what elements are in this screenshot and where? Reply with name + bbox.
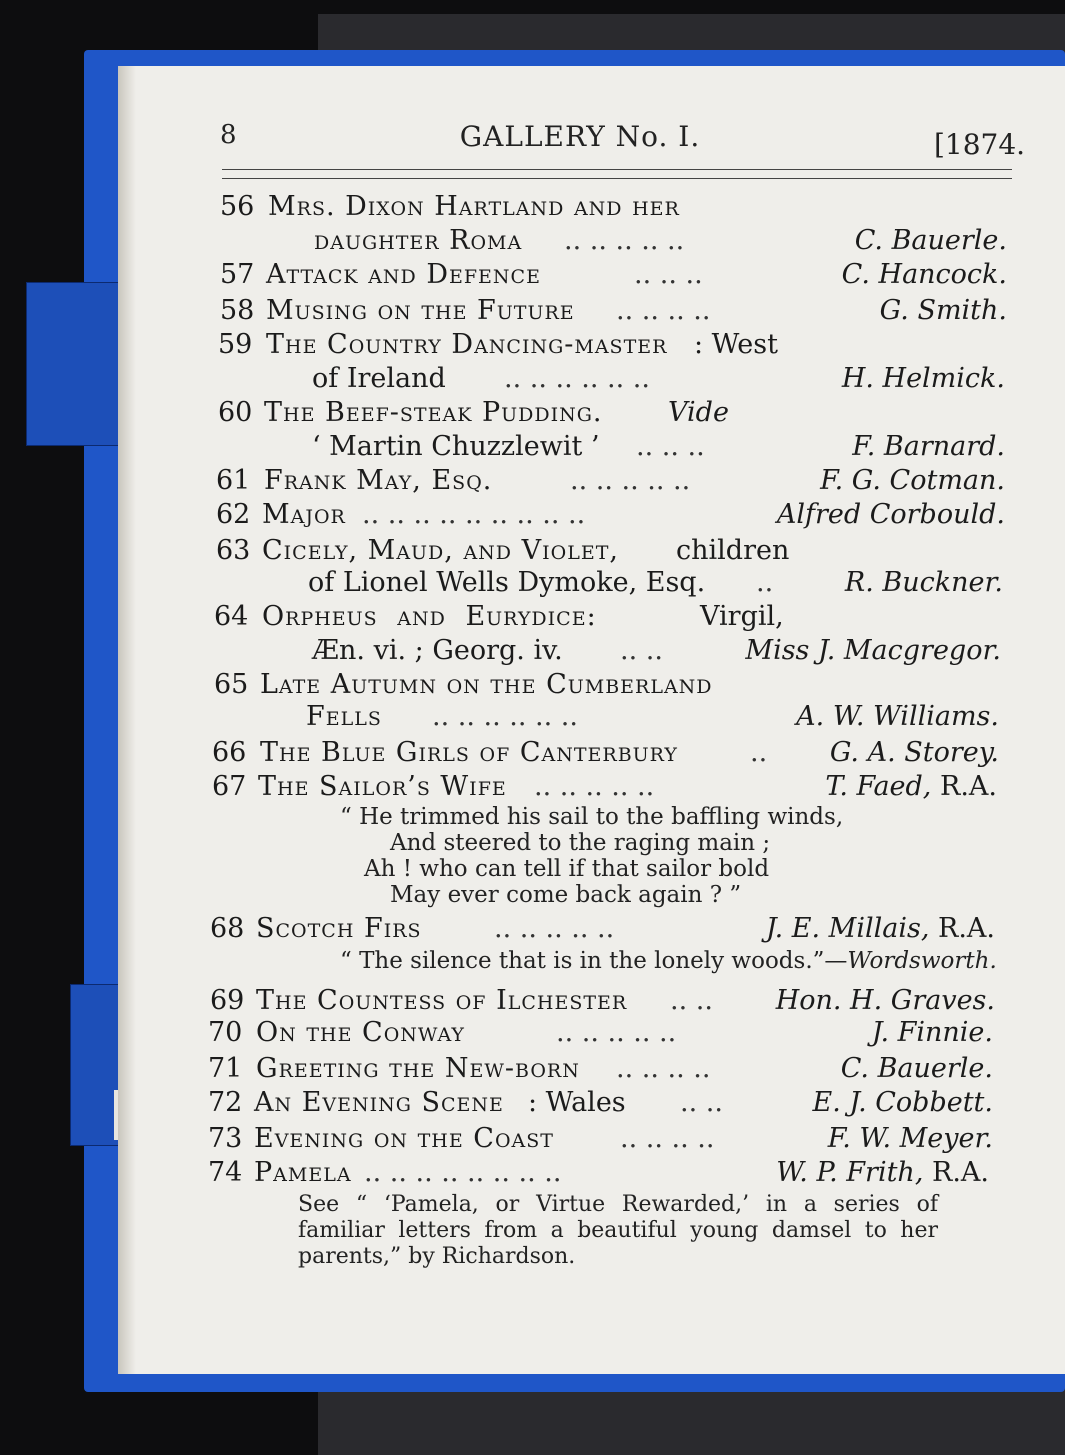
leader-dots: .. .. .. ..: [616, 1053, 711, 1084]
entry-title: An Evening Scene: [254, 1087, 504, 1118]
catalogue-entry: [0, 1052, 1065, 1086]
catalogue-entry: [0, 190, 1065, 224]
entry-number: 72: [208, 1087, 243, 1118]
entry-artist: F. G. Cotman.: [820, 465, 1005, 496]
leader-dots: ..: [750, 737, 768, 768]
entry-artist: G. Smith.: [879, 295, 1007, 326]
header-rule-double: [222, 178, 1012, 179]
entry-title: Attack and Defence: [266, 259, 541, 290]
catalogue-entry: [0, 258, 1065, 292]
entry-artist: W. P. Frith,: [776, 1157, 924, 1188]
catalogue-entry: [0, 294, 1065, 328]
leader-dots: .. .. .. .. ..: [570, 465, 691, 496]
entry-title: Orpheus and Eurydice:: [262, 601, 597, 632]
quotation: [340, 948, 997, 974]
entry-number: 59: [218, 329, 253, 360]
catalogue-entry: [0, 600, 1065, 634]
entry-title-continued: of Ireland: [312, 363, 446, 394]
entry-number: 66: [212, 737, 247, 768]
entry-number: 62: [216, 499, 251, 530]
entry-title: Frank May, Esq.: [264, 465, 493, 496]
entry-number: 67: [212, 771, 247, 802]
leader-dots: .. ..: [680, 1087, 723, 1118]
entry-title-plain: children: [676, 535, 790, 566]
entry-artist: G. A. Storey.: [829, 737, 999, 768]
leader-dots: .. .. ..: [634, 259, 703, 290]
entry-number: 57: [220, 259, 255, 290]
entry-title: The Country Dancing-master: [266, 329, 668, 360]
catalogue-entry: [0, 464, 1065, 498]
entry-number: 69: [210, 985, 245, 1016]
entry-number: 73: [208, 1123, 243, 1154]
entry-title: Mrs. Dixon Hartland and her: [268, 191, 680, 222]
leader-dots: .. .. ..: [636, 431, 705, 462]
entry-number: 60: [218, 397, 253, 428]
leader-dots: ..: [756, 567, 774, 598]
entry-title: Late Autumn on the Cumberland: [260, 669, 713, 700]
entry-title-plain: : West: [694, 329, 778, 360]
entry-title: Greeting the New-born: [256, 1053, 580, 1084]
catalogue-entry-continued: [0, 224, 1065, 258]
entry-artist: Alfred Corbould.: [776, 499, 1005, 530]
entry-title-continued: of Lionel Wells Dymoke, Esq.: [308, 567, 706, 598]
entry-number: 56: [220, 191, 255, 222]
entry-number: 64: [214, 601, 249, 632]
entry-number: 58: [220, 295, 255, 326]
catalogue-entry: [0, 1156, 1065, 1190]
entry-artist: H. Helmick.: [841, 363, 1005, 394]
entry-suffix: R.A.: [938, 913, 995, 944]
entry-artist: A. W. Williams.: [796, 701, 999, 732]
verse-line: Ah ! who can tell if that sailor bold: [364, 856, 770, 882]
entry-number: 61: [216, 465, 251, 496]
entry-title-continued: Æn. vi. ; Georg. iv.: [312, 635, 563, 666]
entry-artist: R. Buckner.: [844, 567, 1003, 598]
entry-title-continued: Fells: [306, 701, 382, 732]
catalogue-entry: [0, 770, 1065, 804]
quotation-text: “ The silence that is in the lonely woods.”—: [340, 948, 848, 974]
entry-number: 65: [214, 669, 249, 700]
entry-title-continued: daughter Roma: [314, 225, 523, 256]
verse-line: And steered to the raging main ;: [390, 830, 771, 856]
catalogue-entry: [0, 912, 1065, 946]
leader-dots: .. .. .. .. .. ..: [432, 701, 578, 732]
entry-suffix: R.A.: [932, 1157, 989, 1188]
catalogue-entry: [0, 534, 1065, 568]
entry-artist: T. Faed,: [825, 771, 932, 802]
entry-title: The Sailor’s Wife: [258, 771, 507, 802]
entry-title-italic: Vide: [668, 397, 729, 428]
catalogue-entry: [0, 328, 1065, 362]
catalogue-entry: [0, 1016, 1065, 1050]
leader-dots: .. .. .. .. .. .. .. ..: [364, 1157, 562, 1188]
entry-artist: J. E. Millais,: [765, 913, 930, 944]
catalogue-entry: [0, 1122, 1065, 1156]
leader-dots: .. .. .. .. ..: [556, 1017, 677, 1048]
page-year: [1874.: [934, 128, 1026, 161]
entry-title: The Beef-steak Pudding.: [264, 397, 603, 428]
entry-title: Musing on the Future: [266, 295, 575, 326]
entry-artist: C. Bauerle.: [840, 1053, 993, 1084]
catalogue-entry: [0, 396, 1065, 430]
entry-title-plain: Virgil,: [700, 601, 784, 632]
entry-title: Cicely, Maud, and Violet,: [262, 535, 619, 566]
entry-number: 70: [208, 1017, 243, 1048]
entry-number: 63: [216, 535, 251, 566]
running-head: [0, 120, 1065, 160]
quotation-author: Wordsworth.: [847, 948, 997, 974]
catalogue-entry-continued: [0, 634, 1065, 668]
catalogue-entry-continued: [0, 362, 1065, 396]
entry-suffix: R.A.: [940, 771, 997, 802]
leader-dots: .. .. .. .. ..: [494, 913, 615, 944]
entry-title: The Countess of Ilchester: [256, 985, 628, 1016]
catalogue-entry: [0, 498, 1065, 532]
entry-title: The Blue Girls of Canterbury: [260, 737, 678, 768]
entry-number: 68: [210, 913, 245, 944]
entry-artist: Miss J. Macgregor.: [745, 635, 1001, 666]
catalogue-entry-continued: [0, 430, 1065, 464]
catalogue-entry: [0, 668, 1065, 702]
entry-title: Evening on the Coast: [254, 1123, 554, 1154]
verse-line: “ He trimmed his sail to the baffling winds,: [340, 804, 844, 830]
entry-note: See “ ‘Pamela, or Virtue Rewarded,’ in a series of familiar letters from a beautiful young damsel to her parents,” by Richardson.: [298, 1192, 938, 1269]
leader-dots: .. .. .. .. .. .. .. .. ..: [362, 499, 586, 530]
page-title: GALLERY No. I.: [459, 120, 701, 153]
entry-artist: F. Barnard.: [852, 431, 1005, 462]
leader-dots: .. .. .. ..: [616, 295, 711, 326]
entry-title: On the Conway: [256, 1017, 465, 1048]
leader-dots: .. .. .. .. ..: [534, 771, 655, 802]
entry-artist: Hon. H. Graves.: [775, 985, 995, 1016]
catalogue-entry: [0, 736, 1065, 770]
leader-dots: .. .. .. .. ..: [564, 225, 685, 256]
entry-artist: F. W. Meyer.: [827, 1123, 993, 1154]
catalogue-entry: [0, 1086, 1065, 1120]
catalogue-entry-continued: [0, 700, 1065, 734]
leader-dots: .. ..: [620, 635, 663, 666]
entry-title: Major: [262, 499, 346, 530]
entry-artist: E. J. Cobbett.: [812, 1087, 993, 1118]
entry-artist: C. Hancock.: [841, 259, 1007, 290]
leader-dots: .. .. .. ..: [620, 1123, 715, 1154]
page-number: 8: [220, 120, 237, 150]
entry-number: 74: [208, 1157, 243, 1188]
catalogue-entry-continued: [0, 566, 1065, 600]
leader-dots: .. .. .. .. .. ..: [504, 363, 650, 394]
header-rule: [222, 169, 1012, 170]
verse-line: May ever come back again ? ”: [390, 882, 742, 908]
entry-artist: J. Finnie.: [871, 1017, 993, 1048]
entry-number: 71: [208, 1053, 243, 1084]
entry-artist: C. Bauerle.: [854, 225, 1007, 256]
entry-title: Pamela: [254, 1157, 352, 1188]
entry-title-continued: ‘ Martin Chuzzlewit ’: [312, 431, 600, 462]
entry-title-plain: : Wales: [528, 1087, 626, 1118]
leader-dots: .. ..: [670, 985, 713, 1016]
catalogue-entry: [0, 984, 1065, 1018]
entry-title: Scotch Firs: [256, 913, 422, 944]
